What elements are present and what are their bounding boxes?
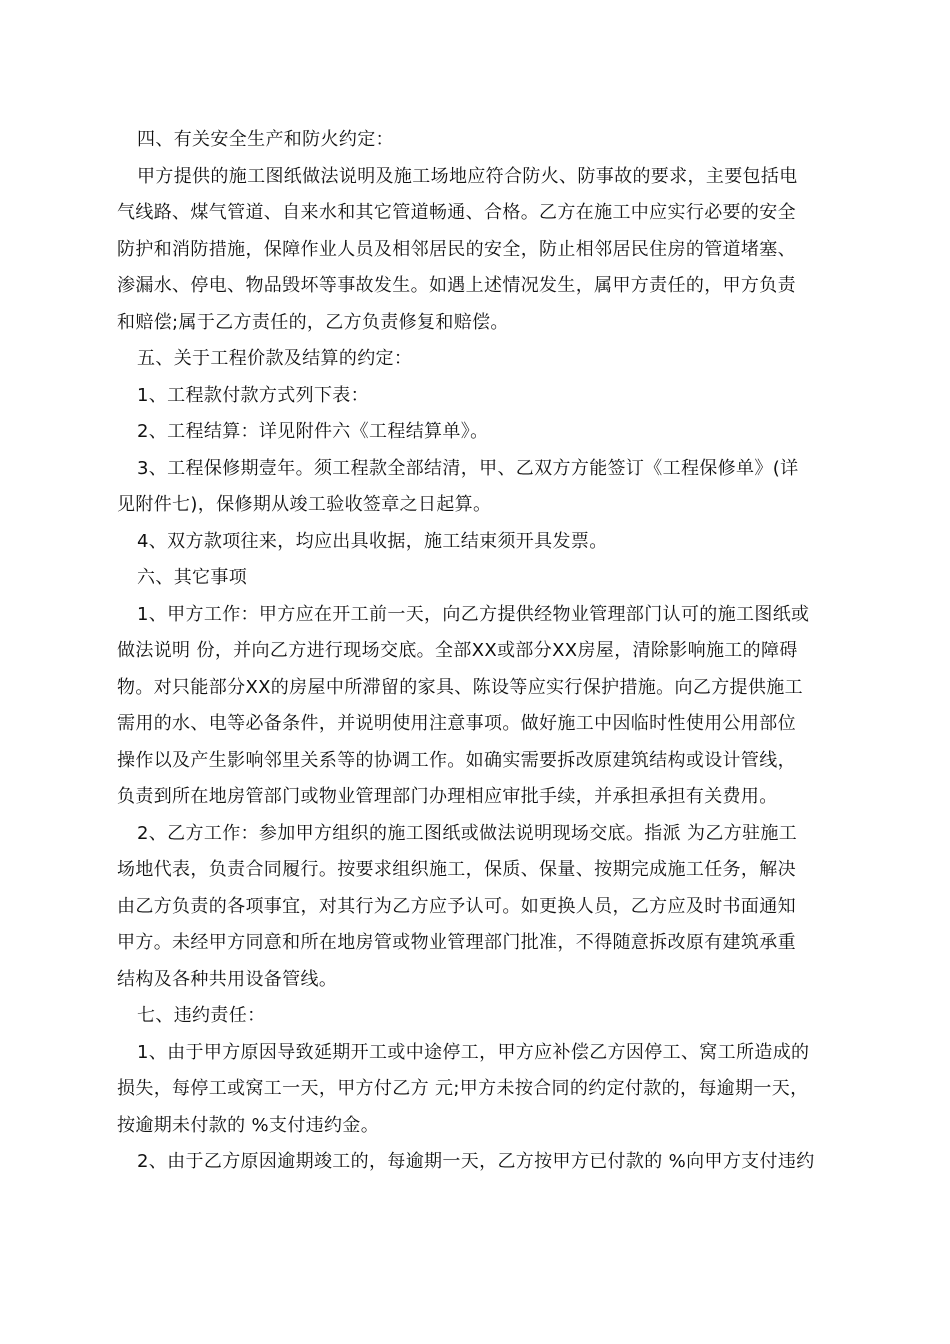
- section-heading-7: 七、违约责任：: [137, 1005, 266, 1026]
- paragraph-line: 场地代表，负责合同履行。按要求组织施工，保质、保量、按期完成施工任务，解决: [117, 859, 796, 880]
- clause-line: 1、甲方工作：甲方应在开工前一天，向乙方提供经物业管理部门认可的施工图纸或: [137, 603, 810, 625]
- paragraph-line: 见附件七)，保修期从竣工验收签章之日起算。: [117, 494, 492, 515]
- paragraph-line: 物。对只能部分XX的房屋中所滞留的家具、陈设等应实行保护措施。向乙方提供施工: [117, 676, 803, 698]
- paragraph-line: 由乙方负责的各项事宜，对其行为乙方应予认可。如更换人员，乙方应及时书面通知: [117, 895, 796, 917]
- paragraph-line: 损失，每停工或窝工一天，甲方付乙方 元;甲方未按合同的约定付款的，每逾期一天，: [117, 1078, 809, 1099]
- clause-line: 2、乙方工作：参加甲方组织的施工图纸或做法说明现场交底。指派 为乙方驻施工: [137, 822, 798, 844]
- paragraph-line: 甲方。未经甲方同意和所在地房管或物业管理部门批准，不得随意拆改原有建筑承重: [117, 932, 796, 953]
- paragraph-line: 气线路、煤气管道、自来水和其它管道畅通、合格。乙方在施工中应实行必要的安全: [117, 202, 796, 223]
- document-page: [117, 122, 843, 1181]
- paragraph-line: 和赔偿;属于乙方责任的，乙方负责修复和赔偿。: [117, 311, 509, 333]
- section-heading-5: 五、关于工程价款及结算的约定：: [137, 348, 413, 369]
- clause-line: 2、由于乙方原因逾期竣工的，每逾期一天，乙方按甲方已付款的 %向甲方支付违约: [137, 1151, 815, 1172]
- paragraph-line: 甲方提供的施工图纸做法说明及施工场地应符合防火、防事故的要求，主要包括电: [137, 165, 798, 187]
- paragraph-line: 按逾期未付款的 %支付违约金。: [117, 1114, 380, 1136]
- paragraph-line: 需用的水、电等必备条件，并说明使用注意事项。做好施工中因临时性使用公用部位: [117, 713, 796, 734]
- clause-line: 1、工程款付款方式列下表：: [137, 384, 370, 406]
- clause-line: 2、工程结算：详见附件六《工程结算单》。: [137, 421, 489, 442]
- clause-line: 3、工程保修期壹年。须工程款全部结清，甲、乙双方方能签订《工程保修单》(详: [137, 457, 799, 479]
- section-heading-6: 六、其它事项: [137, 567, 248, 588]
- paragraph-line: 负责到所在地房管部门或物业管理部门办理相应审批手续，并承担承担有关费用。: [117, 786, 778, 807]
- paragraph-line: 做法说明 份，并向乙方进行现场交底。全部XX或部分XX房屋，清除影响施工的障碍: [117, 640, 798, 661]
- clause-line: 1、由于甲方原因导致延期开工或中途停工，甲方应补偿乙方因停工、窝工所造成的: [137, 1041, 810, 1063]
- paragraph-line: 结构及各种共用设备管线。: [117, 968, 338, 990]
- section-heading-4: 四、有关安全生产和防火约定：: [137, 129, 394, 150]
- paragraph-line: 操作以及产生影响邻里关系等的协调工作。如确实需要拆改原建筑结构或设计管线，: [117, 749, 796, 771]
- paragraph-line: 渗漏水、停电、物品毁坏等事故发生。如遇上述情况发生，属甲方责任的，甲方负责: [117, 275, 796, 296]
- paragraph-line: 防护和消防措施，保障作业人员及相邻居民的安全，防止相邻居民住房的管道堵塞、: [117, 238, 796, 260]
- clause-line: 4、双方款项往来，均应出具收据，施工结束须开具发票。: [137, 530, 608, 552]
